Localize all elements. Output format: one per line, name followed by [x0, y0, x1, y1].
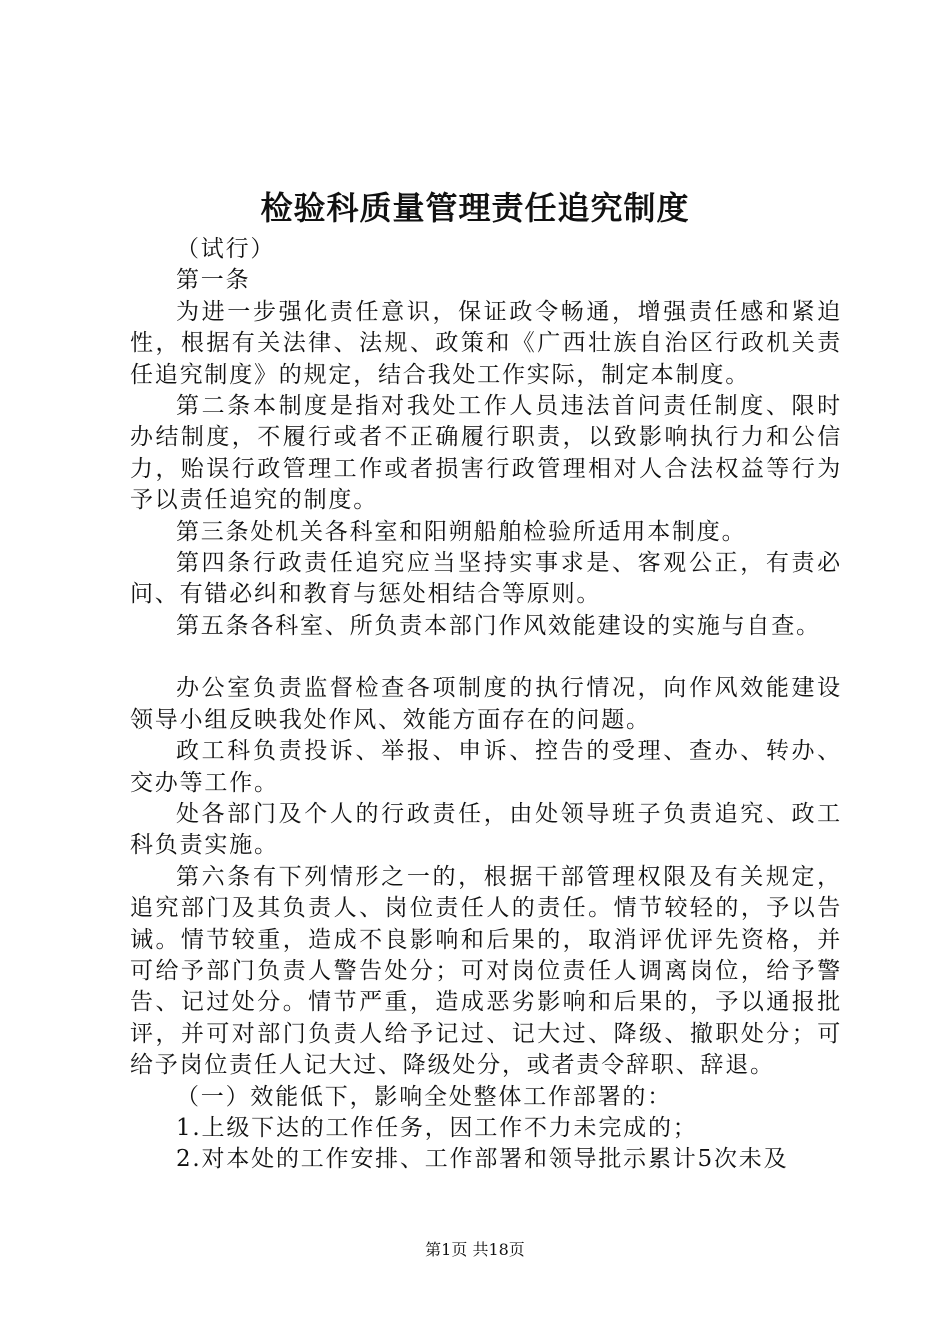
paragraph-article-2: 第二条本制度是指对我处工作人员违法首问责任制度、限时办结制度，不履行或者不正确履行职责，以致影响执行力和公信力，贻误行政管理工作或者损害行政管理相对人合法权益等行为予以责任追究的制度。	[130, 393, 842, 514]
paragraph-article-6: 第六条有下列情形之一的，根据干部管理权限及有关规定，追究部门及其负责人、岗位责任人的责任。情节较轻的，予以告诫。情节较重，造成不良影响和后果的，取消评优评先资格，并可给予部门负责人警告处分；可对岗位责任人调离岗位，给予警告、记过处分。情节严重，造成恶劣影响和后果的，予以通报批评，并可对部门负责人给予记过、记大过、降级、撤职处分；可给予岗位责任人记大过、降级处分，或者责令辞职、辞退。	[130, 863, 842, 1079]
paragraph-spacer	[130, 642, 842, 673]
document-body	[130, 234, 842, 1176]
paragraph-responsibility: 处各部门及个人的行政责任，由处领导班子负责追究、政工科负责实施。	[130, 800, 842, 859]
paragraph-article-1: 为进一步强化责任意识，保证政令畅通，增强责任感和紧迫性，根据有关法律、法规、政策和《广西壮族自治区行政机关责任追究制度》的规定，结合我处工作实际，制定本制度。	[130, 298, 842, 388]
page-number: 第1页 共18页	[425, 1240, 525, 1259]
paragraph-item-1: （一）效能低下，影响全处整体工作部署的：	[176, 1083, 672, 1110]
paragraph-article-1-heading: 第一条	[176, 267, 251, 294]
paragraph-article-5: 第五条各科室、所负责本部门作风效能建设的实施与自查。	[176, 612, 821, 639]
paragraph-office-duty: 办公室负责监督检查各项制度的执行情况，向作风效能建设领导小组反映我处作风、效能方面存在的问题。	[130, 675, 842, 733]
paragraph-trial: （试行）	[176, 236, 276, 262]
paragraph-subitem-2: 2.对本处的工作安排、工作部署和领导批示累计5次未及	[176, 1146, 789, 1173]
paragraph-political-section-duty: 政工科负责投诉、举报、申诉、控告的受理、查办、转办、交办等工作。	[130, 738, 842, 796]
paragraph-subitem-1: 1.上级下达的工作任务，因工作不力未完成的；	[176, 1114, 698, 1141]
paragraph-article-3: 第三条处机关各科室和阳朔船舶检验所适用本制度。	[176, 518, 747, 545]
document-title: 检验科质量管理责任追究制度	[260, 189, 690, 227]
paragraph-article-4: 第四条行政责任追究应当坚持实事求是、客观公正，有责必问、有错必纠和教育与惩处相结合等原则。	[130, 550, 842, 608]
